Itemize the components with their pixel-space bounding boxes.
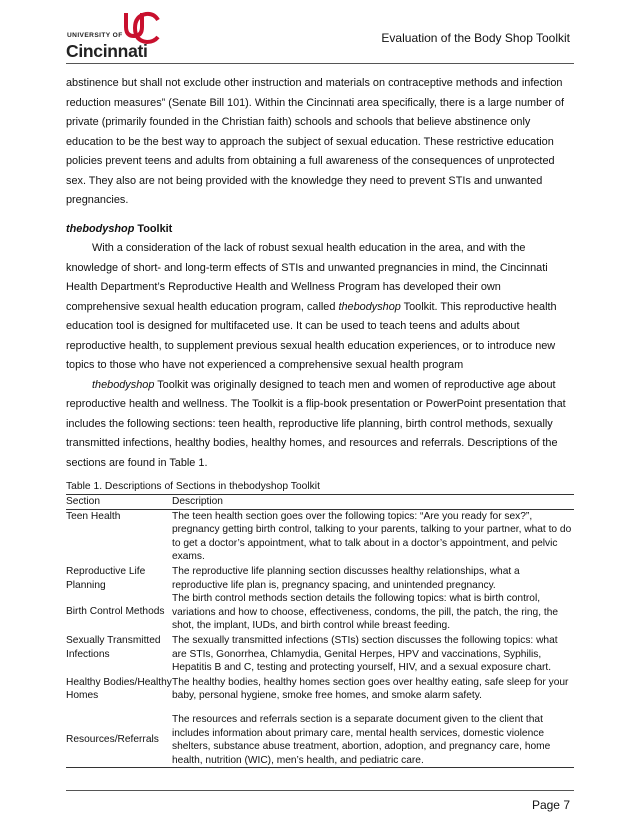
heading-rest: Toolkit [134,222,173,235]
table-row [66,509,574,564]
description-cell: The sexually transmitted infections (STIs) section discusses the following topics: what are STIs, Gonorrhea, Chlamydia, Genital Herpes, HPV and vaccinations, Syphilis, Hepatitis B and C, testing and protecting yourself, HIV, and a sexual exposure chart. [172,634,558,674]
description-cell: The reproductive life planning section discusses healthy relationships, what a reproductive life plan is, pregnancy spacing, and unintended pregnancy. [172,565,520,591]
table-row [66,564,574,592]
running-header-title: Evaluation of the Body Shop Toolkit [381,31,570,45]
sections-table [66,494,574,768]
table-row [66,592,574,633]
column-header-description: Description [172,495,574,510]
logo-cincinnati-text: Cincinnati [66,41,148,61]
footer-rule [66,790,574,791]
table-row [66,703,574,768]
section-cell: Reproductive Life Planning [66,565,146,591]
column-header-section: Section [66,495,172,510]
header-rule [66,63,574,64]
university-logo [66,11,176,63]
description-cell: The resources and referrals section is a separate document given to the client that includes information about primary care, mental health services, domestic violence shelters, substance abuse treatment, abortion, adoption, and pregnancy care, home health, nutrition (WIC), men’s health, and pediatric care. [172,703,574,768]
section-cell: Resources/Referrals [66,703,172,768]
description-cell: The healthy bodies, healthy homes section goes over healthy eating, safe sleep for your baby, personal hygiene, smoke free homes, and smoke alarm safety. [172,676,569,702]
paragraph-intro: abstinence but shall not exclude other instruction and materials on contraceptive methods and infection reduction measures” (Senate Bill 101). Within the Cincinnati area specifically, there is a large number of private (primarily founded in the Christian faith) schools and schools that believe abstinence only education to be the best way to approach the subject of sexual education. These restrictive education policies prevent teens and adults from obtaining a full awareness of the consequences of unprotected sex. They also are not being provided with the knowledge they need to prevent STIs and unwanted pregnancies. [66,77,564,206]
section-cell: Teen Health [66,510,121,522]
heading-italic: thebodyshop [66,222,135,235]
page-number: Page 7 [531,798,570,812]
page-body [66,74,576,768]
table-caption: Table 1. Descriptions of Sections in thebodyshop Toolkit [66,481,320,492]
table-row [66,633,574,675]
logo-university-text: UNIVERSITY OF [67,32,123,39]
description-cell: The teen health section goes over the following topics: “Are you ready for sex?”, pregnancy getting birth control, talking to your parents, talking to your partner, what to do to get a doctor’s appointment, what to talk about in a doctor’s appointment, and pelvic exams. [172,510,572,563]
table-row [66,675,574,703]
paragraph-sections: thebodyshop Toolkit was originally designed to teach men and women of reproductive age about reproductive health and wellness. The Toolkit is a flip-book presentation or PowerPoint presentation that includes the following sections: teen health, reproductive life planning, birth control methods, sexually transmitted infections, healthy bodies, healthy homes, and resources and referrals. Descriptions of the sections are found in Table 1. [66,378,566,469]
section-cell: Sexually Transmitted Infections [66,634,161,660]
section-cell: Birth Control Methods [66,606,165,618]
table-header-row [66,495,574,510]
section-heading [66,220,576,240]
paragraph-toolkit: With a consideration of the lack of robust sexual health education in the area, and with the knowledge of short- and long-term effects of STIs and unwanted pregnancies in mind, the Cincinnati Health Department’s Reproductive Health and Wellness Program has developed their own comprehensive sexual health education program, called thebodyshop Toolkit. This reproductive health education tool is designed for multifaceted use. It can be used to teach teens and adults about reproductive health, to supplement previous sexual health education experiences, or to introduce new topics to those who have not experienced a comprehensive sexual health program [66,242,557,371]
section-cell: Healthy Bodies/Healthy Homes [66,676,172,702]
description-cell: The birth control methods section details the following topics: what is birth control, variations and how to choose, effectiveness, condoms, the pill, the patch, the ring, the shot, the implant, IUDs, and birth control while breast feeding. [172,593,559,632]
